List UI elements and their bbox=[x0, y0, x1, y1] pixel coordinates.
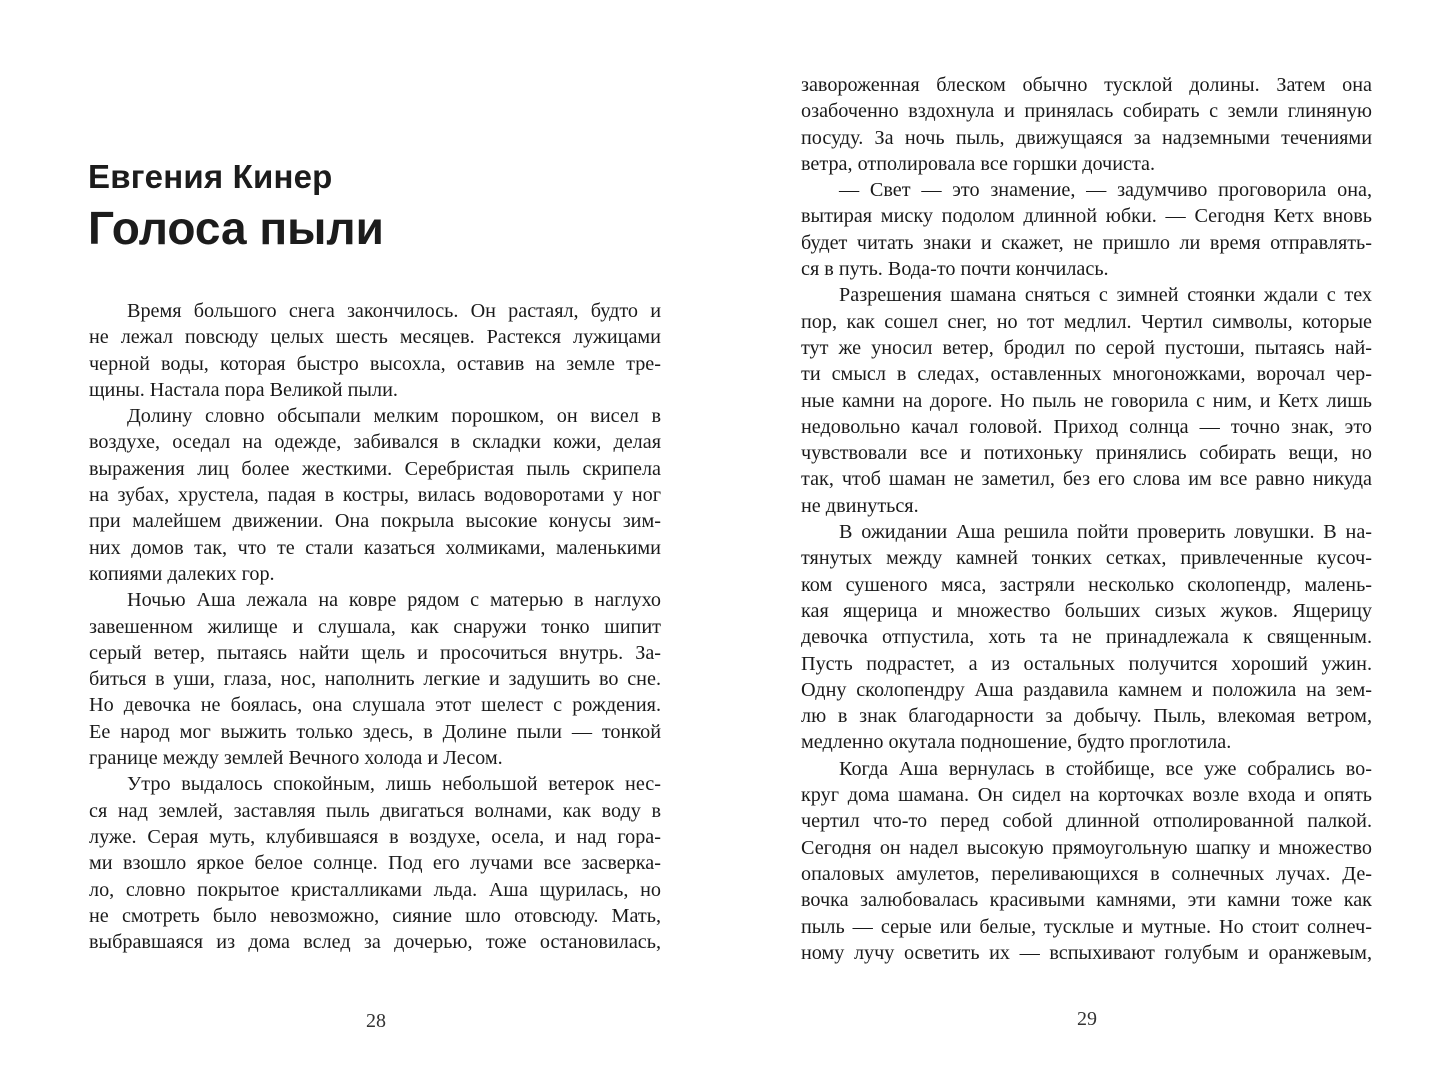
text-line: копиями далеких гор. bbox=[89, 562, 275, 585]
text-line: ком сушеного мяса, застряли несколько сколопендр, малень- bbox=[801, 573, 1372, 596]
text-line: Одну сколопендру Аша раздавила камнем и положила на зем- bbox=[801, 678, 1372, 701]
text-line: луже. Серая муть, клубившаяся в воздухе, осела, и над гора- bbox=[89, 825, 661, 848]
text-line: ветра, отполировала все горшки дочиста. bbox=[801, 152, 1156, 175]
text-line: воздухе, оседал на одежде, забивался в складки кожи, делая bbox=[89, 431, 661, 454]
text-line: черной воды, которая быстро высохла, оставив на земле тре- bbox=[89, 352, 661, 375]
text-line: выбравшаяся из дома вслед за дочерью, тоже остановилась, bbox=[89, 931, 661, 954]
text-line: кая ящерица и множество больших сизых жуков. Ящерицу bbox=[801, 599, 1372, 622]
text-line: Ее народ мог выжить только здесь, в Долине пыли — тонкой bbox=[89, 720, 661, 743]
page-number: 28 bbox=[366, 1010, 386, 1032]
text-line: В ожидании Аша решила пойти проверить ловушки. В на- bbox=[839, 521, 1372, 544]
text-line: Утро выдалось спокойным, лишь небольшой ветерок нес- bbox=[127, 773, 661, 796]
text-line: выражения лиц более жесткими. Серебристая пыль скрипела bbox=[89, 457, 661, 480]
text-line: медленно окутала подношение, будто проглотила. bbox=[801, 731, 1232, 754]
right-page-text bbox=[801, 72, 1372, 966]
text-line: ти смысл в следах, оставленных многоножками, ворочал чер- bbox=[801, 363, 1372, 386]
text-line: опаловых амулетов, переливающихся в солнечных лучах. Де- bbox=[801, 862, 1372, 885]
left-page-text bbox=[89, 298, 661, 955]
text-line: — Свет — это знамение, — задумчиво проговорила она, bbox=[839, 179, 1372, 202]
author-name: Евгения Кинер bbox=[88, 158, 333, 195]
text-line: них домов так, что те стали казаться холмиками, маленькими bbox=[89, 536, 661, 559]
text-line: Долину словно обсыпали мелким порошком, он висел в bbox=[127, 405, 661, 428]
text-line: не смотреть было невозможно, сияние шло отовсюду. Мать, bbox=[89, 904, 661, 927]
page-number: 29 bbox=[1077, 1008, 1097, 1030]
text-line: чувствовали все и потихоньку принялись собирать вещи, но bbox=[801, 442, 1372, 465]
text-line: Сегодня он надел высокую прямоугольную шапку и множество bbox=[801, 836, 1372, 859]
text-line: ные камни на дороге. Но пыль не говорила с ним, и Кетх лишь bbox=[801, 389, 1372, 412]
text-line: чертил что-то перед собой длинной отполированной палкой. bbox=[801, 810, 1372, 833]
text-line: ло, словно покрытое кристалликами льда. Аша щурилась, но bbox=[89, 878, 661, 901]
text-line: ному лучу осветить их — вспыхивают голубым и оранжевым, bbox=[801, 941, 1372, 964]
text-line: круг дома шамана. Он сидел на корточках возле входа и опять bbox=[801, 784, 1372, 807]
text-line: границе между землей Вечного холода и Лесом. bbox=[89, 747, 503, 770]
text-line: завороженная блеском обычно тусклой долины. Затем она bbox=[801, 74, 1372, 96]
text-line: будет читать знаки и скажет, не пришло ли время отправлять- bbox=[801, 231, 1372, 254]
text-line: так, чтоб шаман не заметил, без его слова им все равно никуда bbox=[801, 468, 1372, 491]
text-line: вытирая миску подолом длинной юбки. — Сегодня Кетх вновь bbox=[801, 205, 1372, 228]
text-line: ся в путь. Вода-то почти кончилась. bbox=[801, 258, 1109, 281]
text-line: тут же уносил ветер, бродил по серой пустоши, пытаясь най- bbox=[801, 336, 1372, 359]
text-line: девочка отпустила, хоть та не принадлежала к священным. bbox=[801, 626, 1372, 649]
text-line: тянутых между камней тонких сетках, привлеченные кусоч- bbox=[801, 547, 1372, 570]
text-line: серый ветер, пытаясь найти щель и просочиться внутрь. За- bbox=[89, 641, 661, 664]
text-line: Пусть подрастет, а из остальных получится хороший ужин. bbox=[801, 652, 1372, 675]
text-line: Время большого снега закончилось. Он растаял, будто и bbox=[127, 300, 661, 322]
text-line: не лежал повсюду целых шесть месяцев. Растекся лужицами bbox=[89, 326, 661, 349]
text-line: не двинуться. bbox=[801, 494, 919, 517]
text-line: ми взошло яркое белое солнце. Под его лучами все засверка- bbox=[89, 852, 661, 875]
text-line: недовольно качал головой. Приход солнца — точно знак, это bbox=[801, 415, 1372, 438]
text-line: ся над землей, заставляя пыль двигаться волнами, как воду в bbox=[89, 799, 661, 822]
text-line: пыль — серые или белые, тусклые и мутные. Но стоит солнеч- bbox=[801, 915, 1372, 938]
text-line: пор, как сошел снег, но тот медлил. Чертил символы, которые bbox=[801, 310, 1372, 333]
story-title: Голоса пыли bbox=[88, 202, 384, 254]
text-line: при малейшем движении. Она покрыла высокие конусы зим- bbox=[89, 510, 661, 533]
text-line: вочка залюбовалась красивыми камнями, эти камни тоже как bbox=[801, 889, 1372, 912]
text-line: щины. Настала пора Великой пыли. bbox=[89, 378, 398, 401]
text-line: лю в знак благодарности за добычу. Пыль, влекомая ветром, bbox=[801, 705, 1372, 728]
text-line: посуду. За ночь пыль, движущаяся за надземными течениями bbox=[801, 126, 1372, 149]
text-line: Ночью Аша лежала на ковре рядом с матерью в наглухо bbox=[127, 589, 661, 612]
text-line: Но девочка не боялась, она слушала этот шелест с рождения. bbox=[89, 694, 661, 717]
text-line: на зубах, хрустела, падая в костры, вилась водоворотами у ног bbox=[89, 484, 661, 507]
text-line: озабоченно вздохнула и принялась собирать с земли глиняную bbox=[801, 100, 1372, 123]
text-line: биться в уши, глаза, нос, наполнить легкие и задушить во сне. bbox=[89, 668, 661, 691]
text-line: Разрешения шамана сняться с зимней стоянки ждали с тех bbox=[839, 284, 1372, 307]
text-line: Когда Аша вернулась в стойбище, все уже собрались во- bbox=[839, 757, 1372, 780]
right-page bbox=[723, 0, 1446, 1080]
text-line: завешенном жилище и слушала, как снаружи тонко шипит bbox=[89, 615, 661, 638]
